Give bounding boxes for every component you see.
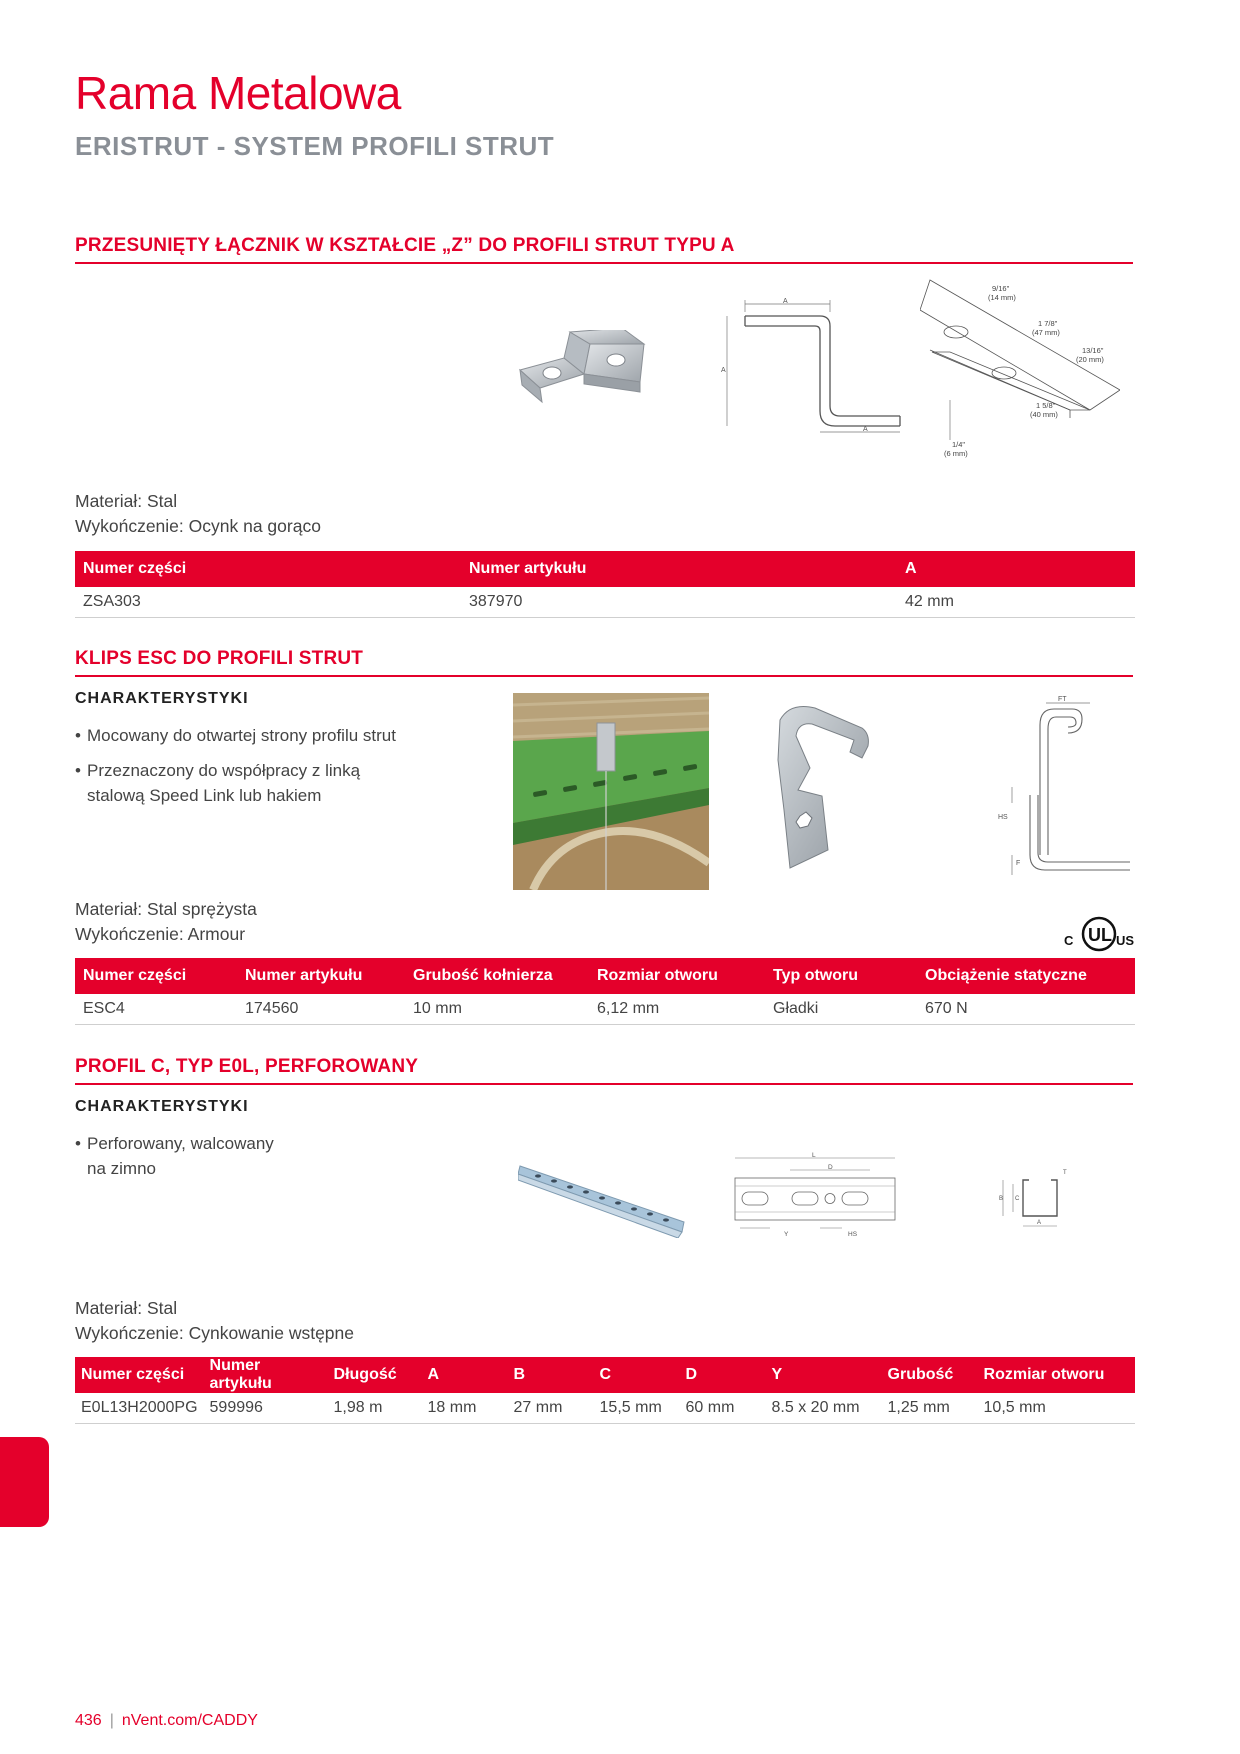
table-cell: 387970 (461, 587, 897, 618)
col-header: C (594, 1357, 680, 1393)
dim-20mm: (20 mm) (1076, 355, 1104, 364)
page-title: Rama Metalowa (75, 67, 401, 119)
col-header: A (422, 1357, 508, 1393)
material-line: Materiał: Stal sprężysta (75, 899, 257, 919)
spec-table-c-profile (75, 1357, 1135, 1424)
dim-ft: FT (1058, 696, 1067, 703)
features-title: CHARAKTERYSTYKI (75, 1098, 249, 1115)
dim-1-7-8: 1 7/8" (1038, 319, 1058, 328)
dim-f: F (1016, 860, 1021, 867)
section-heading-esc-clip: KLIPS ESC DO PROFILI STRUT (75, 648, 1133, 677)
ul-logo-c: C (1064, 933, 1074, 948)
table-header-row (75, 958, 1135, 994)
bullet-item: • Mocowany do otwartej strony profilu strut (75, 726, 396, 745)
z-connector-photo (512, 330, 692, 430)
col-header: Y (766, 1357, 882, 1393)
dim-47mm: (47 mm) (1032, 328, 1060, 337)
table-cell: 60 mm (680, 1393, 766, 1424)
col-header: Numer artykułu (461, 551, 897, 587)
table-cell: 1,98 m (328, 1393, 422, 1424)
dim-a-top: A (783, 298, 788, 305)
table-cell: Gładki (765, 994, 917, 1025)
table-header-row (75, 551, 1135, 587)
table-cell: 15,5 mm (594, 1393, 680, 1424)
section-heading-c-profile: PROFIL C, TYP E0L, PERFOROWANY (75, 1056, 1133, 1085)
dim-b: B (999, 1196, 1004, 1202)
col-header: Numer artykułu (204, 1357, 328, 1393)
ul-logo-text: UL (1088, 925, 1112, 945)
table-row (75, 587, 1135, 618)
esc-clip-profile-diagram (990, 695, 1130, 880)
col-header: Numer części (75, 1357, 204, 1393)
table-cell: 18 mm (422, 1393, 508, 1424)
section-heading-z-connector: PRZESUNIĘTY ŁĄCZNIK W KSZTAŁCIE „Z” DO PROFILI STRUT TYPU A (75, 235, 1133, 264)
col-header: A (897, 551, 1135, 587)
page-footer (75, 1712, 258, 1730)
esc-clip-installed-photo (513, 693, 709, 890)
finish-line: Wykończenie: Armour (75, 924, 246, 944)
table-row (75, 1393, 1135, 1424)
dim-hs: HS (998, 814, 1008, 821)
chapter-side-tab (0, 1437, 49, 1527)
features-title: CHARAKTERYSTYKI (75, 690, 249, 707)
col-header: Długość (328, 1357, 422, 1393)
finish-line: Wykończenie: Ocynk na gorąco (75, 516, 321, 536)
dim-6mm: (6 mm) (944, 449, 968, 458)
material-line: Materiał: Stal (75, 1298, 178, 1318)
table-cell: 8.5 x 20 mm (766, 1393, 882, 1424)
dim-14mm: (14 mm) (988, 293, 1016, 302)
table-cell: 670 N (917, 994, 1135, 1025)
esc-clip-photo (770, 700, 880, 875)
dim-c: C (1015, 1196, 1020, 1202)
dim-l: L (812, 1152, 816, 1159)
z-connector-hole-diagram (920, 270, 1120, 470)
dim-9-16: 9/16" (992, 284, 1010, 293)
footer-link[interactable]: nVent.com/CADDY (121, 1712, 258, 1729)
dim-13-16: 13/16" (1082, 346, 1104, 355)
z-connector-profile-diagram (715, 288, 915, 438)
spec-table-z-connector (75, 551, 1135, 618)
table-cell: 42 mm (897, 587, 1135, 618)
bullet-item: • Perforowany, walcowany na zimno (75, 1134, 274, 1178)
col-header: Grubość (882, 1357, 978, 1393)
table-cell: 6,12 mm (589, 994, 765, 1025)
col-header: Numer części (75, 958, 237, 994)
table-row (75, 994, 1135, 1025)
dim-1-5-8: 1 5/8" (1036, 401, 1056, 410)
c-profile-photo (518, 1158, 688, 1238)
spec-table-esc-clip (75, 958, 1135, 1025)
table-cell: 27 mm (508, 1393, 594, 1424)
footer-separator: | (109, 1712, 114, 1729)
dim-a-left: A (721, 367, 726, 374)
table-header-row (75, 1357, 1135, 1393)
col-header: Grubość kołnierza (405, 958, 589, 994)
dim-hs: HS (848, 1231, 858, 1238)
c-profile-top-diagram (730, 1148, 900, 1238)
ul-certification-logo (1060, 914, 1138, 954)
table-cell: 1,25 mm (882, 1393, 978, 1424)
finish-line: Wykończenie: Cynkowanie wstępne (75, 1323, 355, 1343)
dim-40mm: (40 mm) (1030, 410, 1058, 419)
col-header: D (680, 1357, 766, 1393)
col-header: Typ otworu (765, 958, 917, 994)
dim-1-4: 1/4" (952, 440, 966, 449)
dim-d: D (828, 1164, 833, 1171)
col-header: Numer artykułu (237, 958, 405, 994)
col-header: Numer części (75, 551, 461, 587)
col-header: Rozmiar otworu (589, 958, 765, 994)
c-profile-section-diagram (985, 1160, 1075, 1236)
table-cell: ZSA303 (75, 587, 461, 618)
table-cell: 10 mm (405, 994, 589, 1025)
page-number: 436 (75, 1712, 102, 1729)
material-line: Materiał: Stal (75, 491, 178, 511)
dim-y: Y (784, 1231, 789, 1238)
table-cell: 10,5 mm (978, 1393, 1135, 1424)
dim-a: A (1037, 1220, 1042, 1226)
table-cell: E0L13H2000PG (75, 1393, 204, 1424)
col-header: Rozmiar otworu (978, 1357, 1135, 1393)
dim-t: T (1063, 1170, 1067, 1176)
ul-logo-us: US (1116, 933, 1135, 948)
page-subtitle: ERISTRUT - SYSTEM PROFILI STRUT (75, 131, 555, 161)
table-cell: ESC4 (75, 994, 237, 1025)
col-header: Obciążenie statyczne (917, 958, 1135, 994)
table-cell: 599996 (204, 1393, 328, 1424)
bullet-item: • Przeznaczony do współpracy z linką stalową Speed Link lub hakiem (75, 761, 361, 805)
dim-a-bottom: A (863, 426, 868, 433)
table-cell: 174560 (237, 994, 405, 1025)
col-header: B (508, 1357, 594, 1393)
